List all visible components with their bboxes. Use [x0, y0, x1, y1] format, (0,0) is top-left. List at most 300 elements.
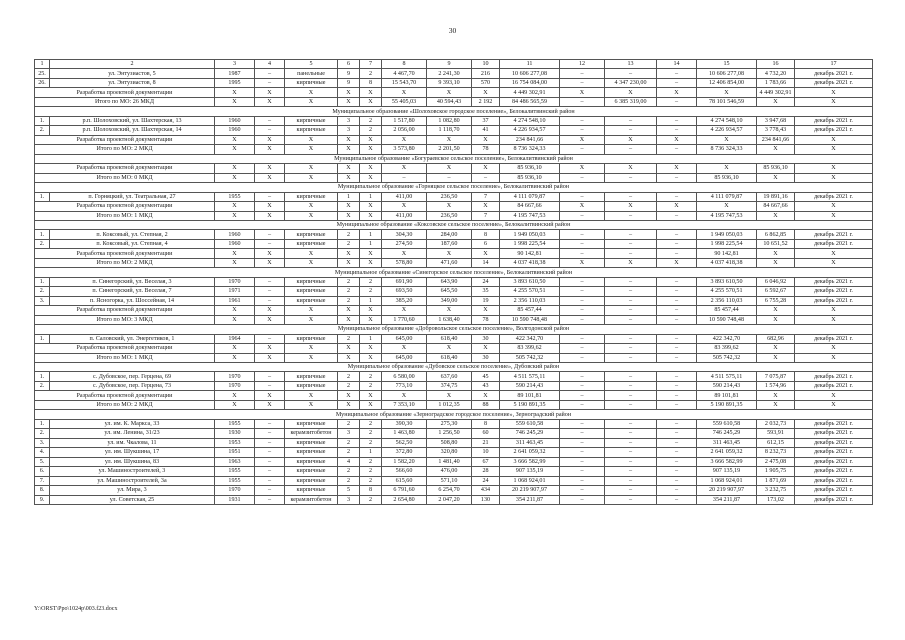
table-cell: 2 — [360, 381, 382, 390]
address-cell: п. Коксовый, ул. Степная, 4 — [50, 239, 215, 248]
table-cell: 578,80 — [382, 258, 427, 267]
table-cell: кирпичные — [285, 296, 338, 305]
table-cell: – — [657, 116, 697, 125]
table-cell: 1 998 225,54 — [500, 239, 560, 248]
municipality-title: Муниципальное образование «Синегорское сельское поселение», Белокалитвинский район — [35, 268, 873, 277]
table-cell: – — [657, 476, 697, 485]
address-cell: с. Дубовское, пер. Герцена, 73 — [50, 381, 215, 390]
table-cell: 637,60 — [427, 372, 472, 381]
table-cell: 645,50 — [427, 287, 472, 296]
table-cell: – — [560, 400, 605, 409]
table-cell: X — [338, 145, 360, 154]
table-cell: – — [255, 192, 285, 201]
table-cell: 4 195 747,53 — [500, 211, 560, 220]
table-cell: 6 046,92 — [757, 277, 795, 286]
table-cell: X — [215, 400, 255, 409]
table-cell: 8 — [360, 486, 382, 495]
table-cell: – — [605, 429, 657, 438]
table-cell: 2 — [338, 239, 360, 248]
table-cell: 8 — [360, 78, 382, 87]
table-cell: 3 — [338, 116, 360, 125]
table-cell: 422 342,70 — [500, 334, 560, 343]
table-cell: 4 037 418,38 — [500, 258, 560, 267]
table-cell: 10 606 277,08 — [500, 69, 560, 78]
table-cell: 2 — [338, 476, 360, 485]
table-cell: – — [605, 287, 657, 296]
table-cell: – — [255, 239, 285, 248]
table-cell: X — [427, 135, 472, 144]
table-cell: 349,00 — [427, 296, 472, 305]
table-cell: X — [605, 88, 657, 97]
municipality-title: Муниципальное образование «Зерноградское городское поселение», Зерноградский район — [35, 410, 873, 419]
table-cell: X — [757, 145, 795, 154]
table-cell: X — [338, 315, 360, 324]
table-cell: 1 068 924,01 — [500, 476, 560, 485]
table-cell: X — [472, 344, 500, 353]
table-cell: 618,40 — [427, 353, 472, 362]
table-cell: X — [215, 249, 255, 258]
table-cell: 4 449 302,91 — [757, 88, 795, 97]
table-cell: X — [285, 353, 338, 362]
table-cell: X — [285, 249, 338, 258]
address-cell: ул. им. Шукшина, 17 — [50, 448, 215, 457]
summary-label: Разработка проектной документации — [35, 164, 215, 173]
table-row — [35, 296, 873, 305]
table-cell: – — [255, 126, 285, 135]
table-cell: – — [605, 334, 657, 343]
table-row — [35, 457, 873, 466]
table-cell: X — [255, 258, 285, 267]
summary-label: Итого по МО: 1 МКД — [35, 211, 215, 220]
table-cell: 43 — [472, 381, 500, 390]
table-cell: 1 — [360, 239, 382, 248]
table-cell: 4 274 548,10 — [500, 116, 560, 125]
table-cell: декабрь 2021 г. — [795, 448, 873, 457]
table-cell: декабрь 2021 г. — [795, 419, 873, 428]
table-cell: 505 742,32 — [697, 353, 757, 362]
table-cell: 4 111 079,87 — [697, 192, 757, 201]
address-cell: п. Саловский, ул. Энергетиков, 1 — [50, 334, 215, 343]
table-cell: X — [255, 173, 285, 182]
table-cell: – — [255, 448, 285, 457]
table-cell: – — [560, 344, 605, 353]
table-cell: – — [657, 145, 697, 154]
table-cell: 570 — [472, 78, 500, 87]
table-cell: кирпичные — [285, 467, 338, 476]
table-cell: керамзитобетон — [285, 429, 338, 438]
table-cell: 2 — [360, 372, 382, 381]
municipality-title: Муниципальное образование «Добровольское сельское поселение», Волгодонской район — [35, 325, 873, 334]
table-cell: 4 732,20 — [757, 69, 795, 78]
table-cell: X — [757, 353, 795, 362]
table-cell: – — [255, 230, 285, 239]
table-cell: 20 219 907,97 — [500, 486, 560, 495]
table-cell: 89 101,81 — [697, 391, 757, 400]
table-cell: – — [560, 495, 605, 504]
column-number-cell: 11 — [500, 60, 560, 69]
table-cell: 5 190 891,35 — [500, 400, 560, 409]
table-cell: кирпичные — [285, 230, 338, 239]
table-cell: X — [657, 88, 697, 97]
table-row — [35, 192, 873, 201]
table-cell: X — [360, 135, 382, 144]
table-cell: X — [285, 306, 338, 315]
table-cell: 2 — [338, 381, 360, 390]
table-cell: – — [560, 116, 605, 125]
table-cell: 3 893 610,50 — [697, 277, 757, 286]
table-cell: X — [255, 164, 285, 173]
table-cell: – — [657, 467, 697, 476]
table-cell: X — [472, 135, 500, 144]
table-cell: – — [255, 381, 285, 390]
table-cell: 9. — [35, 495, 50, 504]
table-cell: 562,50 — [382, 438, 427, 447]
table-cell: – — [605, 173, 657, 182]
table-cell: – — [560, 249, 605, 258]
table-cell: 1 582,20 — [382, 457, 427, 466]
table-cell: 1 905,75 — [757, 467, 795, 476]
table-cell: – — [657, 419, 697, 428]
table-cell: X — [360, 88, 382, 97]
table-cell: – — [255, 429, 285, 438]
table-cell: X — [427, 344, 472, 353]
table-cell: 2 — [338, 230, 360, 239]
address-cell: ул. Советская, 25 — [50, 495, 215, 504]
column-number-cell: 17 — [795, 60, 873, 69]
table-cell: 1955 — [215, 419, 255, 428]
table-row — [35, 372, 873, 381]
address-cell: ул. им. К. Маркса, 33 — [50, 419, 215, 428]
table-cell: X — [657, 258, 697, 267]
table-cell: X — [795, 97, 873, 106]
table-cell: X — [360, 202, 382, 211]
table-cell: 1955 — [215, 476, 255, 485]
table-cell: 1 — [360, 230, 382, 239]
table-cell: X — [795, 400, 873, 409]
table-cell: X — [215, 211, 255, 220]
table-cell: 1951 — [215, 448, 255, 457]
table-cell: – — [605, 457, 657, 466]
table-cell: – — [657, 429, 697, 438]
table-cell: 1 517,80 — [382, 116, 427, 125]
table-cell: 4 255 570,51 — [697, 287, 757, 296]
table-cell: кирпичные — [285, 476, 338, 485]
column-number-cell: 12 — [560, 60, 605, 69]
table-cell: – — [560, 277, 605, 286]
table-cell: X — [757, 97, 795, 106]
table-cell: X — [795, 306, 873, 315]
table-cell: кирпичные — [285, 116, 338, 125]
table-cell: 21 — [472, 438, 500, 447]
summary-row — [35, 400, 873, 409]
table-cell: – — [560, 192, 605, 201]
table-cell: 85 936,10 — [500, 164, 560, 173]
table-row — [35, 69, 873, 78]
table-cell: 85 457,44 — [697, 306, 757, 315]
table-cell: – — [560, 381, 605, 390]
table-row — [35, 116, 873, 125]
table-cell: – — [560, 296, 605, 305]
table-cell: X — [795, 258, 873, 267]
table-cell: 559 610,58 — [500, 419, 560, 428]
table-cell: 4 226 934,57 — [500, 126, 560, 135]
table-cell: X — [382, 88, 427, 97]
table-cell: X — [560, 258, 605, 267]
table-cell: X — [285, 202, 338, 211]
table-cell: 37 — [472, 116, 500, 125]
table-cell: – — [605, 211, 657, 220]
column-number-cell: 5 — [285, 60, 338, 69]
table-cell: – — [560, 429, 605, 438]
table-cell: X — [255, 249, 285, 258]
table-cell: 7 353,10 — [382, 400, 427, 409]
table-cell: 320,80 — [427, 448, 472, 457]
table-cell: X — [472, 391, 500, 400]
table-cell: – — [657, 315, 697, 324]
table-cell: 2 192 — [472, 97, 500, 106]
table-cell: 2 — [338, 277, 360, 286]
table-cell: X — [338, 344, 360, 353]
table-cell: X — [255, 145, 285, 154]
table-cell: – — [382, 173, 427, 182]
table-cell: – — [255, 116, 285, 125]
table-cell: – — [605, 344, 657, 353]
table-cell: X — [255, 391, 285, 400]
table-cell: 5 190 891,35 — [697, 400, 757, 409]
table-cell: 6 254,70 — [427, 486, 472, 495]
table-cell: 8 736 324,33 — [697, 145, 757, 154]
column-number-cell: 16 — [757, 60, 795, 69]
table-cell: 1970 — [215, 486, 255, 495]
table-cell: 2 — [360, 467, 382, 476]
table-cell: X — [255, 306, 285, 315]
table-cell: 24 — [472, 277, 500, 286]
table-cell: X — [360, 249, 382, 258]
summary-row — [35, 202, 873, 211]
table-row — [35, 126, 873, 135]
summary-label: Итого по МО: 3 МКД — [35, 315, 215, 324]
table-cell: – — [560, 78, 605, 87]
table-cell: 1955 — [215, 467, 255, 476]
table-row — [35, 438, 873, 447]
table-cell: – — [657, 69, 697, 78]
table-cell: X — [605, 135, 657, 144]
municipality-header-row — [35, 363, 873, 372]
table-cell: 422 342,70 — [697, 334, 757, 343]
table-cell: 372,80 — [382, 448, 427, 457]
table-cell: – — [657, 391, 697, 400]
table-cell: – — [657, 277, 697, 286]
table-cell: – — [657, 353, 697, 362]
table-cell: – — [605, 145, 657, 154]
table-cell: 1. — [35, 192, 50, 201]
table-cell: X — [285, 391, 338, 400]
table-row — [35, 334, 873, 343]
table-cell: – — [605, 400, 657, 409]
table-cell: 6 755,28 — [757, 296, 795, 305]
table-cell: 1 256,50 — [427, 429, 472, 438]
table-cell: – — [560, 239, 605, 248]
table-cell: 236,50 — [427, 192, 472, 201]
table-cell: 19 — [472, 296, 500, 305]
table-cell: – — [560, 97, 605, 106]
table-cell: 612,15 — [757, 438, 795, 447]
table-cell: – — [560, 476, 605, 485]
table-cell: – — [605, 306, 657, 315]
table-cell: X — [215, 353, 255, 362]
table-cell: – — [255, 476, 285, 485]
table-cell: 28 — [472, 467, 500, 476]
table-cell: 1960 — [215, 116, 255, 125]
table-cell: 3 893 610,50 — [500, 277, 560, 286]
table-cell: – — [657, 381, 697, 390]
table-cell: кирпичные — [285, 438, 338, 447]
table-cell: X — [795, 173, 873, 182]
table-cell: кирпичные — [285, 334, 338, 343]
table-cell: 2 — [360, 287, 382, 296]
table-cell: 590 214,43 — [697, 381, 757, 390]
table-cell: 10 590 748,48 — [697, 315, 757, 324]
table-cell: 7 075,87 — [757, 372, 795, 381]
table-cell: 508,80 — [427, 438, 472, 447]
table-cell: 9 393,10 — [427, 78, 472, 87]
table-cell: – — [605, 116, 657, 125]
table-cell: декабрь 2021 г. — [795, 429, 873, 438]
table-cell: 2 241,30 — [427, 69, 472, 78]
table-cell: X — [757, 249, 795, 258]
table-cell: – — [605, 296, 657, 305]
table-cell: X — [757, 258, 795, 267]
table-cell: 354 211,87 — [697, 495, 757, 504]
table-cell: X — [215, 135, 255, 144]
table-row — [35, 78, 873, 87]
table-cell: декабрь 2021 г. — [795, 467, 873, 476]
summary-label: Итого по МО: 0 МКД — [35, 173, 215, 182]
table-cell: X — [215, 173, 255, 182]
table-cell: X — [360, 211, 382, 220]
table-row — [35, 476, 873, 485]
table-cell: 30 — [472, 334, 500, 343]
table-cell: 907 135,19 — [500, 467, 560, 476]
table-cell: 4 467,70 — [382, 69, 427, 78]
summary-row — [35, 135, 873, 144]
table-cell: 2 047,20 — [427, 495, 472, 504]
table-cell: 9 — [338, 78, 360, 87]
table-cell: 1 481,40 — [427, 457, 472, 466]
table-cell: X — [360, 145, 382, 154]
table-cell: – — [657, 344, 697, 353]
table-cell: 1 998 225,54 — [697, 239, 757, 248]
table-cell: X — [360, 400, 382, 409]
table-cell: 1. — [35, 419, 50, 428]
municipality-title: Муниципальное образование «Горняцкое сельское поселение», Белокалитвинский район — [35, 183, 873, 192]
table-cell: 434 — [472, 486, 500, 495]
table-cell: 2 — [360, 457, 382, 466]
table-cell: X — [472, 164, 500, 173]
table-cell: X — [360, 306, 382, 315]
table-cell: – — [657, 306, 697, 315]
table-cell: X — [255, 315, 285, 324]
table-cell: – — [605, 69, 657, 78]
table-cell: 1963 — [215, 457, 255, 466]
table-cell: X — [338, 97, 360, 106]
summary-row — [35, 145, 873, 154]
table-cell: X — [382, 202, 427, 211]
table-cell: декабрь 2021 г. — [795, 476, 873, 485]
table-cell: – — [560, 438, 605, 447]
table-cell: – — [657, 438, 697, 447]
column-number-cell: 4 — [255, 60, 285, 69]
table-cell: 7 — [472, 192, 500, 201]
table-cell: 1 949 050,03 — [697, 230, 757, 239]
table-cell: – — [560, 486, 605, 495]
table-cell: X — [360, 315, 382, 324]
table-cell: X — [382, 135, 427, 144]
municipality-header-row — [35, 107, 873, 116]
table-cell: декабрь 2021 г. — [795, 230, 873, 239]
table-cell: 2 — [360, 116, 382, 125]
table-cell: – — [605, 372, 657, 381]
table-cell: 3 666 582,99 — [697, 457, 757, 466]
table-cell: 3 573,80 — [382, 145, 427, 154]
table-cell: 8 232,73 — [757, 448, 795, 457]
table-cell: 385,20 — [382, 296, 427, 305]
table-cell: X — [215, 164, 255, 173]
table-row — [35, 287, 873, 296]
table-cell: X — [757, 306, 795, 315]
table-cell: декабрь 2021 г. — [795, 239, 873, 248]
table-cell: – — [560, 306, 605, 315]
table-cell: кирпичные — [285, 381, 338, 390]
table-cell: – — [255, 334, 285, 343]
table-cell: 593,91 — [757, 429, 795, 438]
table-cell: – — [560, 230, 605, 239]
address-cell: ул. им. Чкалова, 11 — [50, 438, 215, 447]
table-cell: 8. — [35, 486, 50, 495]
table-cell: 1. — [35, 116, 50, 125]
summary-label: Разработка проектной документации — [35, 135, 215, 144]
table-cell: 2 356 110,03 — [697, 296, 757, 305]
table-cell: 234 841,66 — [500, 135, 560, 144]
table-cell: 907 135,19 — [697, 467, 757, 476]
table-cell: 85 936,10 — [757, 164, 795, 173]
table-cell: – — [560, 467, 605, 476]
table-cell: X — [255, 400, 285, 409]
table-cell: 2 — [360, 495, 382, 504]
table-cell: 682,96 — [757, 334, 795, 343]
table-cell: 1. — [35, 277, 50, 286]
table-cell: 35 — [472, 287, 500, 296]
table-cell: – — [560, 173, 605, 182]
table-cell: 274,50 — [382, 239, 427, 248]
table-cell: 4 111 079,87 — [500, 192, 560, 201]
table-cell: – — [657, 448, 697, 457]
table-cell: 645,00 — [382, 334, 427, 343]
table-cell: декабрь 2021 г. — [795, 438, 873, 447]
table-cell: – — [605, 438, 657, 447]
municipality-header-row — [35, 183, 873, 192]
table-cell: – — [560, 315, 605, 324]
table-cell: 4 449 302,91 — [500, 88, 560, 97]
table-cell: 275,30 — [427, 419, 472, 428]
table-cell: 90 142,81 — [500, 249, 560, 258]
table-cell: 2 — [338, 372, 360, 381]
summary-row — [35, 249, 873, 258]
table-cell: 1931 — [215, 495, 255, 504]
table-cell: кирпичные — [285, 126, 338, 135]
table-cell: – — [605, 476, 657, 485]
table-cell: 187,60 — [427, 239, 472, 248]
